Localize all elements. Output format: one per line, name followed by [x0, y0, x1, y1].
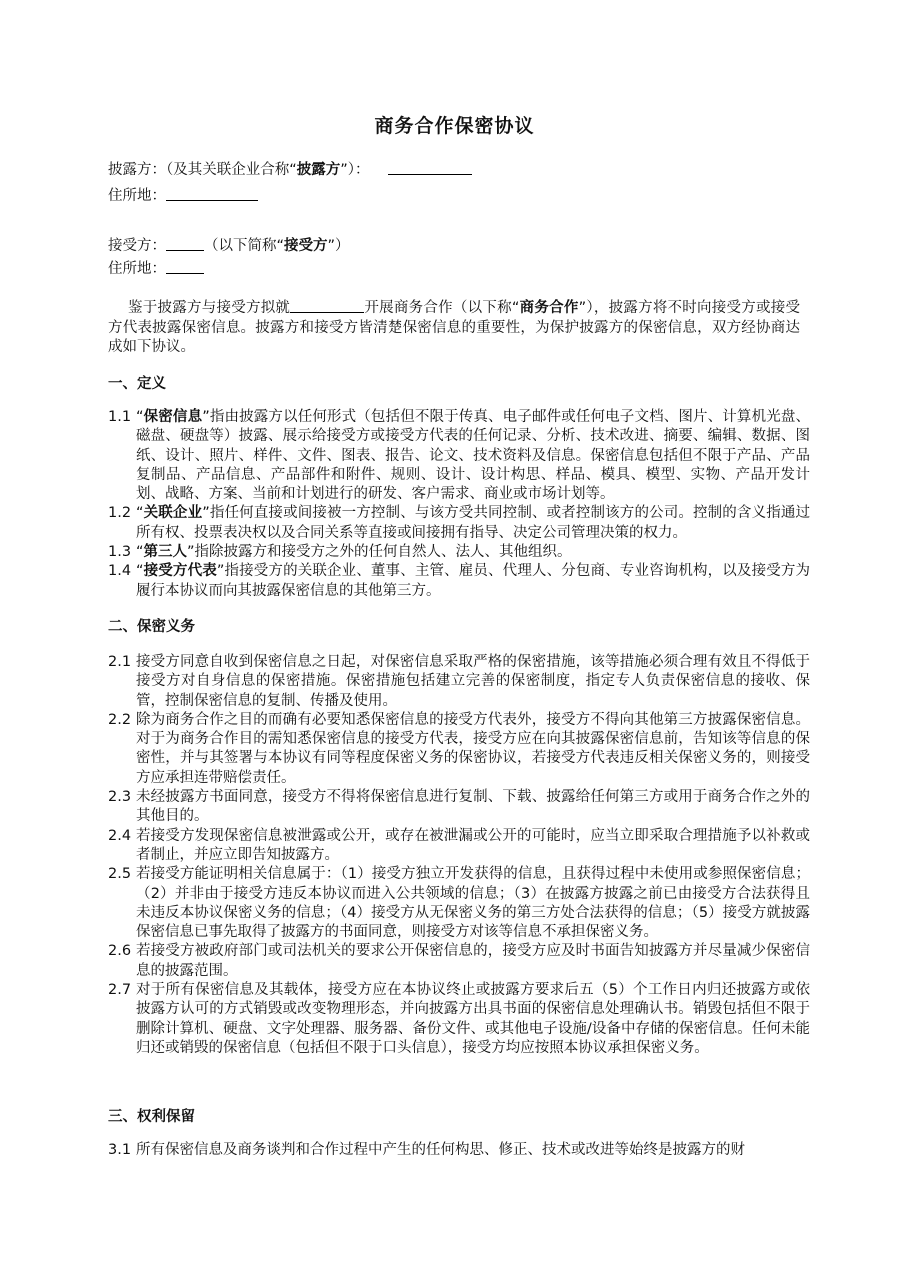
- section-1-heading: 一、定义: [108, 376, 166, 392]
- discloser-address-label: 住所地：: [108, 188, 166, 204]
- document-title: 商务合作保密协议: [374, 115, 535, 137]
- preamble-term: 商务合作: [519, 300, 579, 316]
- clause-text: [136, 408, 810, 504]
- term-open-quote: “: [136, 409, 144, 425]
- discloser-address-line: [108, 186, 258, 206]
- clause-section2-7: [108, 981, 810, 1058]
- recipient-address-blank[interactable]: [166, 259, 204, 274]
- defined-term: 接受方代表: [143, 563, 217, 580]
- clause-text: [136, 827, 810, 866]
- clause-number: 2.1: [108, 654, 132, 670]
- term-close-quote: ”: [187, 544, 195, 561]
- recipient-suffix: ”）: [327, 238, 350, 254]
- clause-number: 2.5: [108, 866, 132, 883]
- clause-number: 1.1: [108, 409, 132, 425]
- clause-text: [136, 865, 810, 942]
- clause-number: 1.4: [108, 563, 132, 580]
- clause-text: [136, 653, 810, 711]
- clause-section1-4: [108, 562, 810, 601]
- clause-text: [136, 562, 810, 601]
- clause-number: 2.6: [108, 943, 132, 960]
- term-close-quote: ”: [216, 563, 225, 580]
- clause-number: 3.1: [108, 1142, 132, 1158]
- recipient-address-label: 住所地：: [108, 261, 166, 277]
- preamble-part1: 鉴于披露方与接受方拟就: [128, 300, 291, 316]
- clause-body: 若接受方被政府部门或司法机关的要求公开保密信息的，接受方应及时书面告知披露方并尽量减少保密信息的披露范围。: [136, 943, 810, 979]
- clause-section2-2: [108, 711, 810, 788]
- clause-text: [136, 981, 810, 1058]
- recipient-prefix: 接受方：: [108, 238, 166, 254]
- preamble-part3: ”），披露方将不时向接受方或接受方代表披露保密信息。披露方和接受方皆清楚保密信息的重要性，为保护披露方的保密信息，双方经协商达成如下协议。: [108, 300, 801, 355]
- recipient-name-blank[interactable]: [166, 236, 204, 251]
- recipient-line: [108, 236, 350, 256]
- clause-number: 2.3: [108, 789, 132, 806]
- clause-text: [136, 504, 810, 543]
- clause-section2-5: [108, 865, 810, 942]
- clause-section1-3: [108, 543, 810, 562]
- discloser-suffix: ”）：: [340, 162, 370, 178]
- defined-term: 保密信息: [143, 409, 203, 425]
- clause-number: 2.4: [108, 827, 132, 844]
- clause-text: [136, 711, 810, 788]
- clause-number: 1.3: [108, 544, 132, 561]
- clause-number: 2.7: [108, 982, 132, 999]
- clause-number: 1.2: [108, 505, 132, 522]
- clause-text: [136, 543, 810, 562]
- section-3-heading: 三、权利保留: [108, 1109, 195, 1125]
- clause-text: [136, 1141, 810, 1160]
- clause-section1-2: [108, 504, 810, 543]
- discloser-name-blank[interactable]: [388, 160, 472, 175]
- clause-body: 除为商务合作之目的而确有必要知悉保密信息的接受方代表外，接受方不得向其他第三方披露保密信息。对于为商务合作目的需知悉保密信息的接受方代表，接受方应在向其披露保密信息前，告知该等信息的保密性，并与其签署与本协议有同等程度保密义务的保密协议，若接受方代表违反相关保密义务的，则接受方应承担连带赔偿责任。: [136, 711, 810, 786]
- clause-text: [136, 788, 810, 827]
- term-open-quote: “: [136, 505, 144, 522]
- clause-body: 所有保密信息及商务谈判和合作过程中产生的任何构思、修正、技术或改进等始终是披露方的财: [136, 1142, 745, 1158]
- section-3-items: [108, 1141, 810, 1160]
- defined-term: 关联企业: [143, 505, 203, 522]
- clause-body: 若接受方发现保密信息被泄露或公开，或存在被泄漏或公开的可能时，应当立即采取合理措施予以补救或者制止，并应立即告知披露方。: [136, 827, 810, 863]
- clause-body: 接受方同意自收到保密信息之日起，对保密信息采取严格的保密措施，该等措施必须合理有效且不得低于接受方对自身信息的保密措施。保密措施包括建立完善的保密制度，指定专人负责保密信息的接收、保管，控制保密信息的复制、传播及使用。: [136, 654, 810, 709]
- clause-section2-1: [108, 653, 810, 711]
- clause-text: [136, 942, 810, 981]
- clause-body: 指除披露方和接受方之外的任何自然人、法人、其他组织。: [194, 544, 572, 561]
- term-close-quote: ”: [202, 505, 210, 522]
- term-close-quote: ”: [202, 409, 210, 425]
- recipient-term: 接受方: [284, 238, 328, 254]
- preamble: [108, 298, 800, 358]
- clause-body: 指接受方的关联企业、董事、主管、雇员、代理人、分包商、专业咨询机构，以及接受方为履行本协议而向其披露保密信息的其他第三方。: [136, 563, 810, 599]
- clause-number: 2.2: [108, 711, 132, 728]
- discloser-address-blank[interactable]: [166, 186, 258, 201]
- clause-section2-6: [108, 942, 810, 981]
- clause-section2-3: [108, 788, 810, 827]
- recipient-address-line: [108, 259, 204, 279]
- preamble-part2: 开展商务合作（以下称“: [364, 300, 520, 316]
- clause-section2-4: [108, 827, 810, 866]
- term-open-quote: “: [136, 544, 144, 561]
- clause-section3-1: [108, 1141, 810, 1160]
- discloser-prefix: 披露方：（及其关联企业合称“: [108, 162, 297, 178]
- recipient-middle: （以下简称“: [204, 238, 285, 254]
- clause-body: 指任何直接或间接被一方控制、与该方受共同控制、或者控制该方的公司。控制的含义指通过所有权、投票表决权以及合同关系等直接或间接拥有指导、决定公司管理决策的权力。: [136, 505, 810, 541]
- term-open-quote: “: [136, 563, 144, 580]
- clause-body: 对于所有保密信息及其载体，接受方应在本协议终止或披露方要求后五（5）个工作日内归还披露方或依披露方认可的方式销毁或改变物理形态，并向披露方出具书面的保密信息处理确认书。销毁包括但不限于删除计算机、硬盘、文字处理器、服务器、备份文件、或其他电子设施/设备中存储的保密信息。任何未能归还或销毁的保密信息（包括但不限于口头信息），接受方均应按照本协议承担保密义务。: [136, 982, 810, 1056]
- clause-body: 指由披露方以任何形式（包括但不限于传真、电子邮件或任何电子文档、图片、计算机光盘、磁盘、硬盘等）披露、展示给接受方或接受方代表的任何记录、分析、技术改进、摘要、编辑、数据、图纸、设计、照片、样件、文件、图表、报告、论文、技术资料及信息。保密信息包括但不限于产品、产品复制品、产品信息、产品部件和附件、规则、设计、设计构思、样品、模具、模型、实物、产品开发计划、战略、方案、当前和计划进行的研发、客户需求、商业或市场计划等。: [136, 409, 810, 503]
- clause-body: 若接受方能证明相关信息属于：（1）接受方独立开发获得的信息，且获得过程中未使用或参照保密信息；（2）并非由于接受方违反本协议而进入公共领域的信息；（3）在披露方披露之前已由接受方合法获得且未违反本协议保密义务的信息；（4）接受方从无保密义务的第三方处合法获得的信息；（5）接受方就披露保密信息已事先取得了披露方的书面同意，则接受方对该等信息不承担保密义务。: [136, 866, 810, 941]
- cooperation-blank[interactable]: [290, 298, 364, 313]
- discloser-term: 披露方: [296, 162, 341, 178]
- section-2-items: [108, 653, 810, 1058]
- clause-body: 未经披露方书面同意，接受方不得将保密信息进行复制、下载、披露给任何第三方或用于商务合作之外的其他目的。: [136, 789, 810, 825]
- discloser-line: [108, 160, 472, 180]
- section-2-heading: 二、保密义务: [108, 619, 195, 635]
- clause-section1-1: [108, 408, 810, 504]
- defined-term: 第三人: [143, 544, 188, 561]
- section-1-items: [108, 408, 810, 601]
